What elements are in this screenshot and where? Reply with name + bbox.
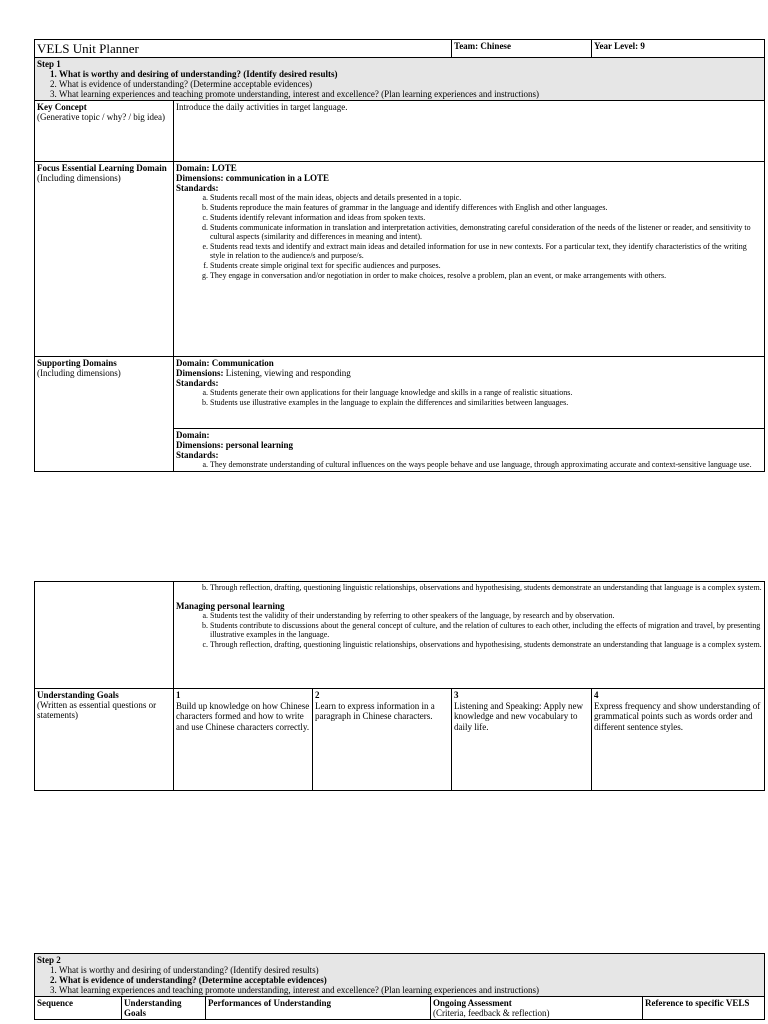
goal-number: 3 [454, 690, 459, 700]
continuation-table [34, 581, 765, 791]
step2-item: 2. What is evidence of understanding? (Determine acceptable evidences) [59, 975, 762, 985]
standard-item: b. Students reproduce the main features of grammar in the language and identify differences with English and other languages. [210, 203, 762, 212]
supporting-domain2: Domain: [176, 430, 210, 440]
goal-text: Express frequency and show understanding of grammatical points such as words order and different sentence styles. [594, 700, 761, 732]
year-level-cell: Year Level: 9 [592, 40, 765, 58]
step1-label: Step 1 [37, 59, 61, 69]
goal-cell [313, 689, 452, 791]
supporting-std2-list [176, 460, 762, 469]
focus-domain: Domain: LOTE [176, 163, 237, 173]
step1-item: 3. What learning experiences and teaching promote understanding, interest and excellence? (Plan learning experiences and instructions) [59, 89, 762, 99]
key-concept-value: Introduce the daily activities in target language. [174, 101, 765, 162]
step1-cell [35, 58, 765, 101]
header-ongoing: Ongoing Assessment [433, 998, 512, 1008]
standard-item: b. Students use illustrative examples in the language to explain the differences and similarities between languages. [210, 398, 762, 407]
goal-cell [592, 689, 765, 791]
step1-item: 2. What is evidence of understanding? (Determine acceptable evidences) [59, 79, 762, 89]
standard-item: g. They engage in conversation and/or negotiation in order to make choices, resolve a problem, plan an event, or make arrangements with others. [210, 271, 762, 280]
step2-list [37, 965, 762, 995]
supporting-std1-label: Standards: [176, 378, 219, 388]
focus-content-cell [174, 162, 765, 357]
standard-item: c. Through reflection, drafting, questioning linguistic relationships, observations and hypothesising, students demonstrate an understanding that language is a complex system. [210, 640, 762, 649]
supporting-dim2: Dimensions: personal learning [176, 440, 294, 450]
continued-standards-cell [174, 582, 765, 689]
focus-label: Focus Essential Learning Domain [37, 163, 167, 173]
header-reference: Reference to specific VELS [643, 997, 765, 1020]
step2-table [34, 953, 765, 1020]
step2-item: 3. What learning experiences and teaching promote understanding, interest and excellence? (Plan learning experiences and instructions) [59, 985, 762, 995]
supporting-domain1-cell [174, 357, 765, 429]
supporting-domain1: Domain: Communication [176, 358, 274, 368]
supporting-dim1 [176, 368, 762, 378]
goal-text: Learn to express information in a paragraph in Chinese characters. [315, 700, 435, 721]
focus-label-cell [35, 162, 174, 357]
focus-standards-label: Standards: [176, 183, 219, 193]
standard-item: d. Students communicate information in translation and interpretation activities, demonstrating careful consideration of the needs of the listener or reader, and sensitivity to cultural aspects (similarity and differences in meaning and intent). [210, 223, 762, 241]
supporting-label: Supporting Domains [37, 358, 117, 368]
goal-cell [452, 689, 592, 791]
header-performances: Performances of Understanding [206, 997, 431, 1020]
step2-cell [35, 954, 765, 997]
step1-item: 1. What is worthy and desiring of understanding? (Identify desired results) [59, 69, 762, 79]
supporting-label-cell [35, 357, 174, 472]
standard-item: a. Students test the validity of their understanding by referring to other speakers of the language, by research and by observation. [210, 611, 762, 620]
key-concept-sub: (Generative topic / why? / big idea) [37, 112, 165, 122]
unit-planner-table [34, 39, 765, 472]
supporting-domain2-cell [174, 429, 765, 472]
goal-number: 2 [315, 690, 320, 700]
supporting-std2-label: Standards: [176, 450, 219, 460]
key-concept-label-cell [35, 101, 174, 162]
focus-sub: (Including dimensions) [37, 173, 121, 183]
step1-list [37, 69, 762, 99]
planner-title: VELS Unit Planner [35, 40, 452, 58]
goal-text: Listening and Speaking: Apply new knowledge and new vocabulary to daily life. [454, 700, 583, 732]
goals-label: Understanding Goals [37, 690, 119, 700]
standard-item: a. They demonstrate understanding of cultural influences on the ways people behave and use language, through approximating accurate and context-sensitive language use. [210, 460, 762, 469]
standard-item: e. Students read texts and identify and extract main ideas and detailed information for use in new contexts. For a particular text, they identify characteristics of the writing style in relation to the audience/s and purpose/s. [210, 242, 762, 260]
goal-text: Build up knowledge on how Chinese characters formed and how to write and use Chinese characters correctly. [176, 700, 310, 732]
managing-label: Managing personal learning [176, 601, 285, 611]
step2-item: 1. What is worthy and desiring of understanding? (Identify desired results) [59, 965, 762, 975]
standard-item: a. Students recall most of the main ideas, objects and details presented in a topic. [210, 193, 762, 202]
header-understanding-goals: Understanding Goals [122, 997, 206, 1020]
step2-label: Step 2 [37, 955, 61, 965]
standard-item: b. Students contribute to discussions about the general concept of culture, and the relation of cultures to each other, including the effects of migration and travel, by presenting illustrative examples in the language. [210, 621, 762, 639]
empty-label-cell [35, 582, 174, 689]
dim1-label: Dimensions: [176, 368, 224, 378]
goal-cell [174, 689, 313, 791]
header-ongoing-cell [431, 997, 643, 1020]
standard-item: f. Students create simple original text for specific audiences and purposes. [210, 261, 762, 270]
goal-number: 4 [594, 690, 599, 700]
header-sequence: Sequence [35, 997, 122, 1020]
goal-number: 1 [176, 690, 181, 700]
managing-list [176, 611, 762, 649]
goals-label-cell [35, 689, 174, 791]
standard-item: a. Students generate their own applications for their language knowledge and skills in a range of realistic situations. [210, 388, 762, 397]
focus-dimensions: Dimensions: communication in a LOTE [176, 173, 330, 183]
dim1-value: Listening, viewing and responding [223, 368, 351, 378]
focus-standards-list [176, 193, 762, 280]
standard-item: c. Students identify relevant information and ideas from spoken texts. [210, 213, 762, 222]
header-ongoing-sub: (Criteria, feedback & reflection) [433, 1008, 550, 1018]
goals-sub: (Written as essential questions or statements) [37, 700, 157, 720]
team-cell: Team: Chinese [452, 40, 592, 58]
standard-item: b. Through reflection, drafting, questioning linguistic relationships, observations and hypothesising, students demonstrate an understanding that language is a complex system. [210, 583, 762, 592]
supporting-sub: (Including dimensions) [37, 368, 121, 378]
continued-list [176, 583, 762, 592]
supporting-std1-list [176, 388, 762, 407]
key-concept-label: Key Concept [37, 102, 87, 112]
